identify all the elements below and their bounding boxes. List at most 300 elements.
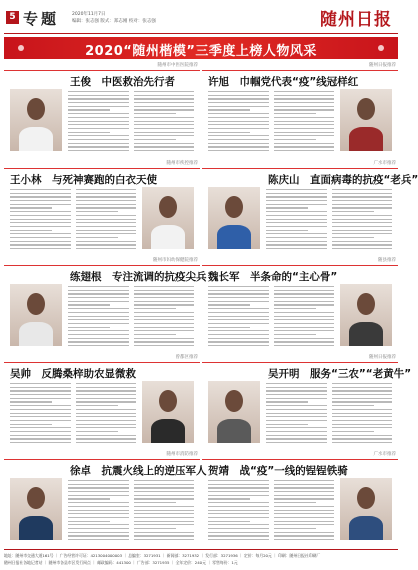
text-line: [76, 405, 118, 406]
text-line: [134, 491, 195, 492]
text-line: [208, 109, 250, 110]
portrait-body: [19, 322, 52, 346]
text-line: [208, 524, 269, 525]
text-line: [68, 286, 129, 287]
text-line: [68, 495, 129, 496]
text-column: [134, 91, 195, 154]
text-line: [134, 498, 195, 499]
portrait-photo: [208, 187, 260, 249]
portrait-body: [19, 127, 52, 151]
text-line: [68, 304, 110, 305]
text-column: [10, 189, 71, 252]
text-line: [208, 484, 269, 485]
text-line: [68, 535, 129, 536]
text-line: [10, 193, 71, 194]
text-line: [68, 316, 129, 317]
text-line: [274, 143, 335, 144]
article-card: [202, 450, 398, 547]
card-tag: 随州市妇幼保健院推荐: [153, 258, 198, 263]
page-header: [0, 0, 402, 34]
text-line: [208, 323, 269, 324]
text-line: [10, 424, 52, 425]
text-line: [208, 334, 269, 335]
card-tag-strip: [202, 353, 398, 363]
text-line: [266, 196, 327, 197]
text-line: [68, 338, 129, 339]
card-body-text: [208, 480, 334, 543]
card-tag-strip: [4, 256, 200, 266]
text-line: [274, 334, 316, 335]
text-line: [134, 495, 195, 496]
text-line: [134, 304, 195, 305]
text-column: [266, 189, 327, 252]
text-line: [76, 438, 137, 439]
text-line: [76, 219, 137, 220]
text-line: [76, 398, 137, 399]
text-line: [10, 442, 71, 443]
card-tag-strip: [202, 61, 398, 71]
text-line: [208, 124, 269, 125]
text-line: [68, 334, 129, 335]
text-line: [68, 517, 129, 518]
text-line: [266, 390, 327, 391]
text-line: [208, 506, 269, 507]
text-line: [332, 431, 374, 432]
text-line: [274, 293, 335, 294]
text-line: [10, 390, 71, 391]
text-line: [208, 117, 269, 118]
text-line: [266, 241, 327, 242]
text-line: [332, 438, 393, 439]
text-column: [68, 91, 129, 154]
text-line: [76, 226, 137, 227]
text-line: [134, 293, 195, 294]
text-line: [332, 244, 393, 245]
text-line: [76, 200, 137, 201]
article-card: [4, 159, 200, 256]
text-line: [208, 510, 269, 511]
text-line: [76, 241, 137, 242]
text-line: [76, 394, 137, 395]
text-line: [134, 532, 195, 533]
card-body-text: [208, 91, 334, 154]
text-line: [76, 207, 137, 208]
text-line: [274, 532, 335, 533]
text-line: [266, 427, 327, 428]
text-line: [134, 308, 176, 309]
text-line: [208, 146, 269, 147]
text-line: [208, 308, 269, 309]
text-line: [274, 338, 335, 339]
text-line: [76, 387, 137, 388]
text-line: [76, 230, 137, 231]
portrait-head: [27, 98, 45, 120]
text-line: [76, 383, 137, 384]
text-line: [10, 383, 71, 384]
text-line: [208, 480, 269, 481]
portrait-photo: [142, 187, 194, 249]
text-line: [274, 301, 335, 302]
text-line: [332, 401, 393, 402]
text-line: [68, 480, 129, 481]
text-line: [68, 491, 129, 492]
text-line: [266, 424, 308, 425]
text-line: [274, 95, 335, 96]
text-line: [274, 498, 335, 499]
text-line: [208, 293, 269, 294]
text-line: [134, 312, 195, 313]
text-line: [76, 211, 118, 212]
text-line: [134, 345, 195, 346]
text-line: [134, 139, 176, 140]
text-line: [332, 387, 393, 388]
text-line: [68, 146, 129, 147]
text-line: [134, 290, 195, 291]
text-line: [274, 345, 335, 346]
text-line: [68, 124, 129, 125]
text-line: [332, 409, 393, 410]
text-line: [332, 435, 393, 436]
text-line: [274, 502, 316, 503]
text-line: [10, 226, 71, 227]
text-line: [76, 431, 118, 432]
text-line: [266, 405, 327, 406]
text-line: [208, 297, 269, 298]
text-line: [68, 506, 129, 507]
portrait-head: [27, 487, 45, 509]
text-line: [208, 345, 269, 346]
portrait-photo: [340, 478, 392, 540]
text-line: [274, 480, 335, 481]
text-line: [76, 193, 137, 194]
text-line: [208, 286, 269, 287]
text-line: [68, 91, 129, 92]
text-line: [76, 427, 137, 428]
text-line: [274, 316, 335, 317]
text-line: [134, 513, 195, 514]
text-line: [208, 98, 269, 99]
text-line: [134, 539, 195, 540]
text-line: [332, 390, 393, 391]
text-line: [134, 146, 195, 147]
text-line: [274, 517, 335, 518]
text-line: [134, 117, 195, 118]
text-column: [274, 91, 335, 154]
portrait-photo: [10, 284, 62, 346]
text-line: [68, 301, 129, 302]
text-line: [208, 91, 269, 92]
text-line: [76, 420, 137, 421]
text-line: [10, 405, 71, 406]
portrait-body: [151, 419, 184, 443]
text-line: [266, 211, 327, 212]
text-line: [134, 128, 195, 129]
card-tag: 广水市推荐: [373, 452, 396, 457]
text-line: [274, 506, 335, 507]
text-line: [208, 327, 250, 328]
text-line: [332, 241, 393, 242]
text-line: [208, 341, 269, 342]
text-line: [274, 487, 335, 488]
text-line: [266, 383, 327, 384]
text-line: [68, 345, 129, 346]
text-column: [68, 286, 129, 349]
text-line: [76, 215, 137, 216]
text-column: [332, 383, 393, 446]
text-line: [208, 316, 269, 317]
text-line: [10, 427, 71, 428]
text-line: [274, 146, 335, 147]
card-tag-strip: [4, 159, 200, 169]
text-line: [68, 135, 129, 136]
text-line: [266, 387, 327, 388]
card-headline: 王俊 中医救治先行者: [70, 76, 175, 88]
text-line: [266, 409, 327, 410]
text-line: [266, 416, 327, 417]
text-column: [10, 383, 71, 446]
portrait-photo: [10, 478, 62, 540]
text-line: [208, 102, 269, 103]
portrait-body: [217, 419, 250, 443]
text-line: [274, 513, 335, 514]
text-line: [208, 143, 269, 144]
card-tag: 随州市中医医院推荐: [157, 63, 198, 68]
text-line: [134, 334, 176, 335]
text-line: [274, 308, 316, 309]
text-line: [266, 189, 327, 190]
text-line: [134, 528, 176, 529]
text-line: [76, 409, 137, 410]
text-line: [274, 106, 335, 107]
masthead: 随州日报: [320, 10, 392, 30]
text-line: [208, 312, 269, 313]
text-line: [266, 230, 308, 231]
text-line: [274, 524, 335, 525]
text-line: [68, 117, 129, 118]
article-card: [4, 256, 207, 353]
text-line: [208, 301, 269, 302]
footer-line-1: 地址：随州市交通大道161号 ｜ 广告经营许可证：4213004000003 ｜ 总编室：3271931 ｜ 新闻部：3271932 ｜ 发行部：3271936 ｜ 定价：每月20元 ｜ 印刷：随州日报社印刷厂: [4, 553, 321, 558]
text-line: [332, 416, 393, 417]
text-line: [68, 98, 129, 99]
text-line: [68, 290, 129, 291]
text-line: [68, 484, 129, 485]
text-line: [208, 528, 269, 529]
text-line: [68, 487, 129, 488]
card-tag: 随州市疾控推荐: [166, 161, 198, 166]
text-column: [208, 91, 269, 154]
text-line: [10, 215, 71, 216]
text-line: [68, 297, 129, 298]
text-line: [134, 319, 195, 320]
text-line: [68, 312, 129, 313]
text-line: [10, 222, 71, 223]
text-line: [208, 128, 269, 129]
text-line: [68, 102, 129, 103]
text-column: [76, 383, 137, 446]
card-body-text: [208, 286, 334, 349]
text-line: [274, 290, 335, 291]
text-column: [332, 189, 393, 252]
text-line: [76, 424, 137, 425]
article-card: [202, 159, 418, 256]
card-body-text: [68, 480, 194, 543]
text-line: [10, 248, 71, 249]
text-line: [134, 484, 195, 485]
text-line: [332, 204, 393, 205]
text-line: [76, 222, 137, 223]
text-line: [208, 517, 269, 518]
card-tag: 随州市消防推荐: [166, 452, 198, 457]
text-line: [68, 308, 129, 309]
text-line: [134, 480, 195, 481]
text-line: [208, 502, 269, 503]
text-line: [208, 330, 269, 331]
portrait-body: [19, 516, 52, 540]
text-line: [68, 528, 129, 529]
text-line: [332, 248, 393, 249]
text-line: [68, 330, 129, 331]
text-line: [68, 532, 129, 533]
text-line: [332, 200, 393, 201]
text-line: [134, 113, 176, 114]
text-line: [134, 91, 195, 92]
portrait-head: [27, 293, 45, 315]
text-line: [274, 297, 335, 298]
text-line: [68, 513, 129, 514]
text-line: [274, 330, 335, 331]
text-line: [208, 132, 250, 133]
text-line: [68, 524, 129, 525]
text-line: [76, 442, 137, 443]
text-line: [266, 233, 327, 234]
portrait-head: [225, 390, 243, 412]
text-line: [76, 401, 137, 402]
text-line: [134, 506, 195, 507]
text-line: [266, 200, 327, 201]
text-column: [208, 480, 269, 543]
text-line: [134, 143, 195, 144]
text-line: [10, 431, 71, 432]
text-line: [266, 438, 327, 439]
text-line: [10, 435, 71, 436]
text-line: [134, 524, 195, 525]
text-line: [134, 330, 195, 331]
text-column: [266, 383, 327, 446]
text-line: [134, 121, 195, 122]
text-line: [274, 128, 335, 129]
text-line: [332, 420, 393, 421]
text-line: [274, 91, 335, 92]
text-line: [274, 113, 316, 114]
text-line: [134, 106, 195, 107]
text-line: [10, 211, 71, 212]
portrait-head: [159, 390, 177, 412]
text-column: [208, 286, 269, 349]
text-column: [274, 286, 335, 349]
text-line: [208, 521, 250, 522]
text-line: [134, 341, 195, 342]
card-body-text: [10, 189, 136, 252]
text-line: [68, 327, 110, 328]
text-line: [332, 442, 393, 443]
text-line: [332, 237, 374, 238]
text-line: [266, 431, 327, 432]
text-column: [134, 286, 195, 349]
editor-line: 编辑：张志强 版式：郑志刚 校对：张志强: [72, 19, 156, 24]
text-line: [266, 398, 327, 399]
text-line: [208, 532, 269, 533]
text-line: [332, 196, 393, 197]
text-line: [274, 98, 335, 99]
text-line: [134, 316, 195, 317]
card-tag: 随州日报推荐: [369, 63, 396, 68]
text-line: [332, 189, 393, 190]
text-line: [68, 539, 129, 540]
text-line: [134, 132, 195, 133]
text-line: [274, 150, 335, 151]
text-line: [274, 117, 335, 118]
text-line: [332, 226, 393, 227]
card-body-text: [10, 383, 136, 446]
text-line: [274, 341, 335, 342]
portrait-body: [349, 516, 382, 540]
portrait-head: [357, 98, 375, 120]
portrait-photo: [340, 284, 392, 346]
text-line: [68, 341, 129, 342]
text-line: [332, 413, 393, 414]
text-line: [266, 413, 327, 414]
portrait-head: [357, 293, 375, 315]
text-line: [266, 394, 327, 395]
text-line: [266, 435, 327, 436]
text-line: [68, 521, 110, 522]
text-line: [274, 304, 335, 305]
text-line: [10, 438, 71, 439]
card-body-text: [68, 286, 194, 349]
text-line: [208, 290, 269, 291]
text-line: [134, 297, 195, 298]
text-line: [134, 510, 195, 511]
text-line: [134, 487, 195, 488]
portrait-body: [151, 225, 184, 249]
text-line: [274, 109, 335, 110]
text-line: [10, 207, 52, 208]
text-line: [76, 435, 137, 436]
text-line: [332, 405, 374, 406]
text-line: [266, 401, 308, 402]
text-line: [68, 498, 110, 499]
page-number: 5: [6, 11, 19, 24]
text-line: [332, 233, 393, 234]
text-line: [208, 338, 269, 339]
text-line: [68, 143, 129, 144]
text-line: [274, 132, 335, 133]
text-line: [10, 233, 71, 234]
text-line: [134, 327, 195, 328]
card-headline: 王小林 与死神赛跑的白衣天使: [10, 174, 157, 186]
text-line: [68, 150, 129, 151]
text-line: [274, 102, 335, 103]
portrait-photo: [208, 381, 260, 443]
text-line: [10, 230, 52, 231]
text-line: [332, 394, 393, 395]
text-line: [274, 139, 316, 140]
text-line: [266, 244, 327, 245]
text-line: [76, 413, 137, 414]
text-line: [76, 233, 137, 234]
text-line: [208, 304, 250, 305]
